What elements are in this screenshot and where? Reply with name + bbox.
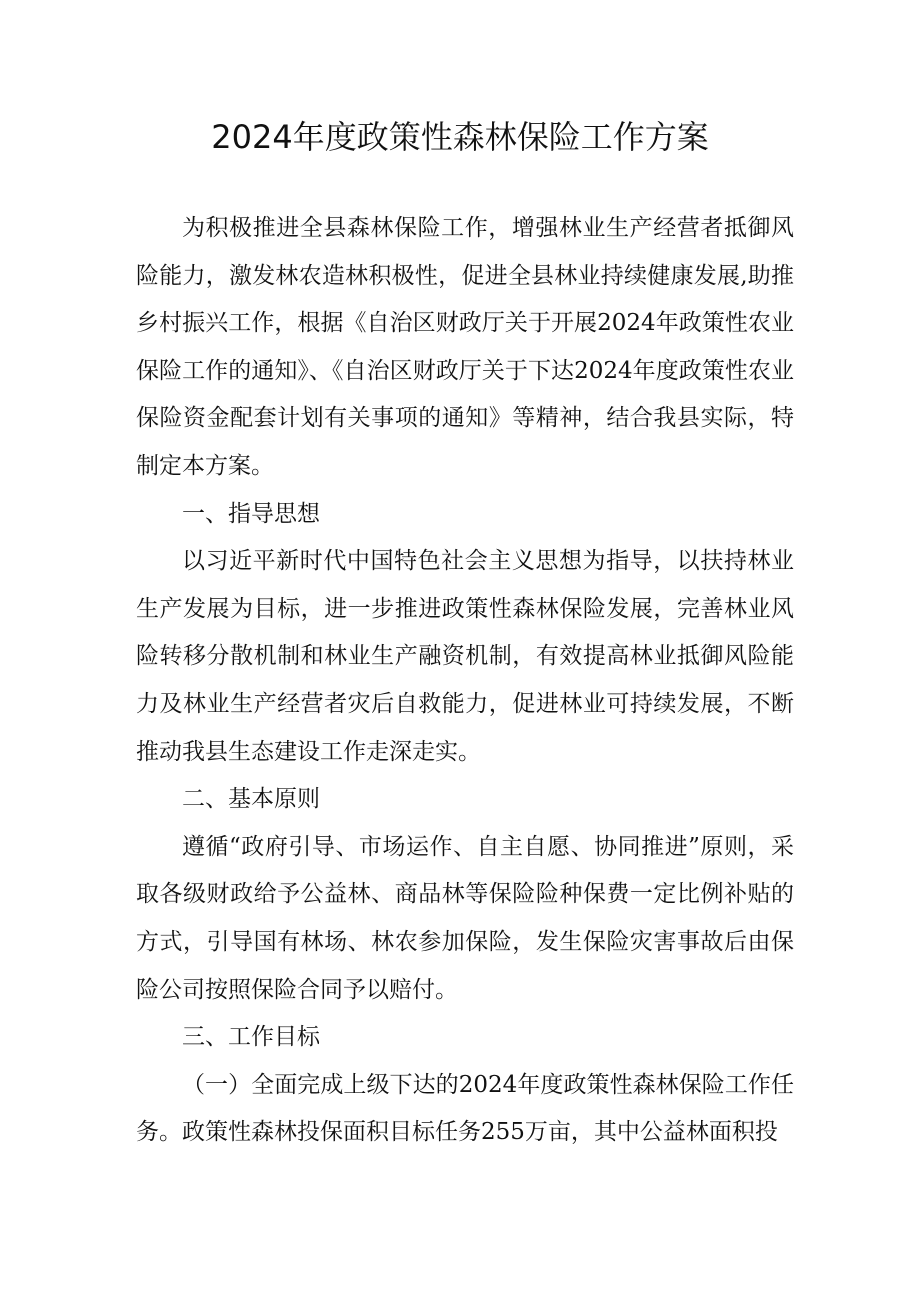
section-heading-basic-principles: 二、基本原则 — [182, 786, 320, 813]
document-body — [136, 205, 794, 1157]
section-heading-guiding-ideology: 一、指导思想 — [182, 500, 320, 527]
intro-paragraph: 为积极推进全县森林保险工作，增强林业生产经营者抵御风险能力，激发林农造林积极性，促进全县林业持续健康发展,助推乡村振兴工作，根据《自治区财政厅关于开展2024年政策性农业保险工作的通知》、《自治区财政厅关于下达2024年度政策性农业保险资金配套计划有关事项的通知》等精神，结合我县实际，特制定本方案。 — [136, 215, 794, 479]
document-title: 2024年度政策性森林保险工作方案 — [211, 118, 709, 156]
section-heading-work-goals: 三、工作目标 — [182, 1024, 320, 1051]
section-paragraph-guiding-ideology: 以习近平新时代中国特色社会主义思想为指导，以扶持林业生产发展为目标，进一步推进政策性森林保险发展，完善林业风险转移分散机制和林业生产融资机制，有效提高林业抵御风险能力及林业生产经营者灾后自救能力，促进林业可持续发展，不断推动我县生态建设工作走深走实。 — [136, 548, 794, 765]
section-paragraph-work-goals: （一）全面完成上级下达的2024年度政策性森林保险工作任务。政策性森林投保面积目标任务255万亩，其中公益林面积投 — [136, 1071, 794, 1146]
section-paragraph-basic-principles: 遵循“政府引导、市场运作、自主自愿、协同推进”原则，采取各级财政给予公益林、商品林等保险险种保费一定比例补贴的方式，引导国有林场、林农参加保险，发生保险灾害事故后由保险公司按照保险合同予以赔付。 — [136, 833, 794, 1003]
